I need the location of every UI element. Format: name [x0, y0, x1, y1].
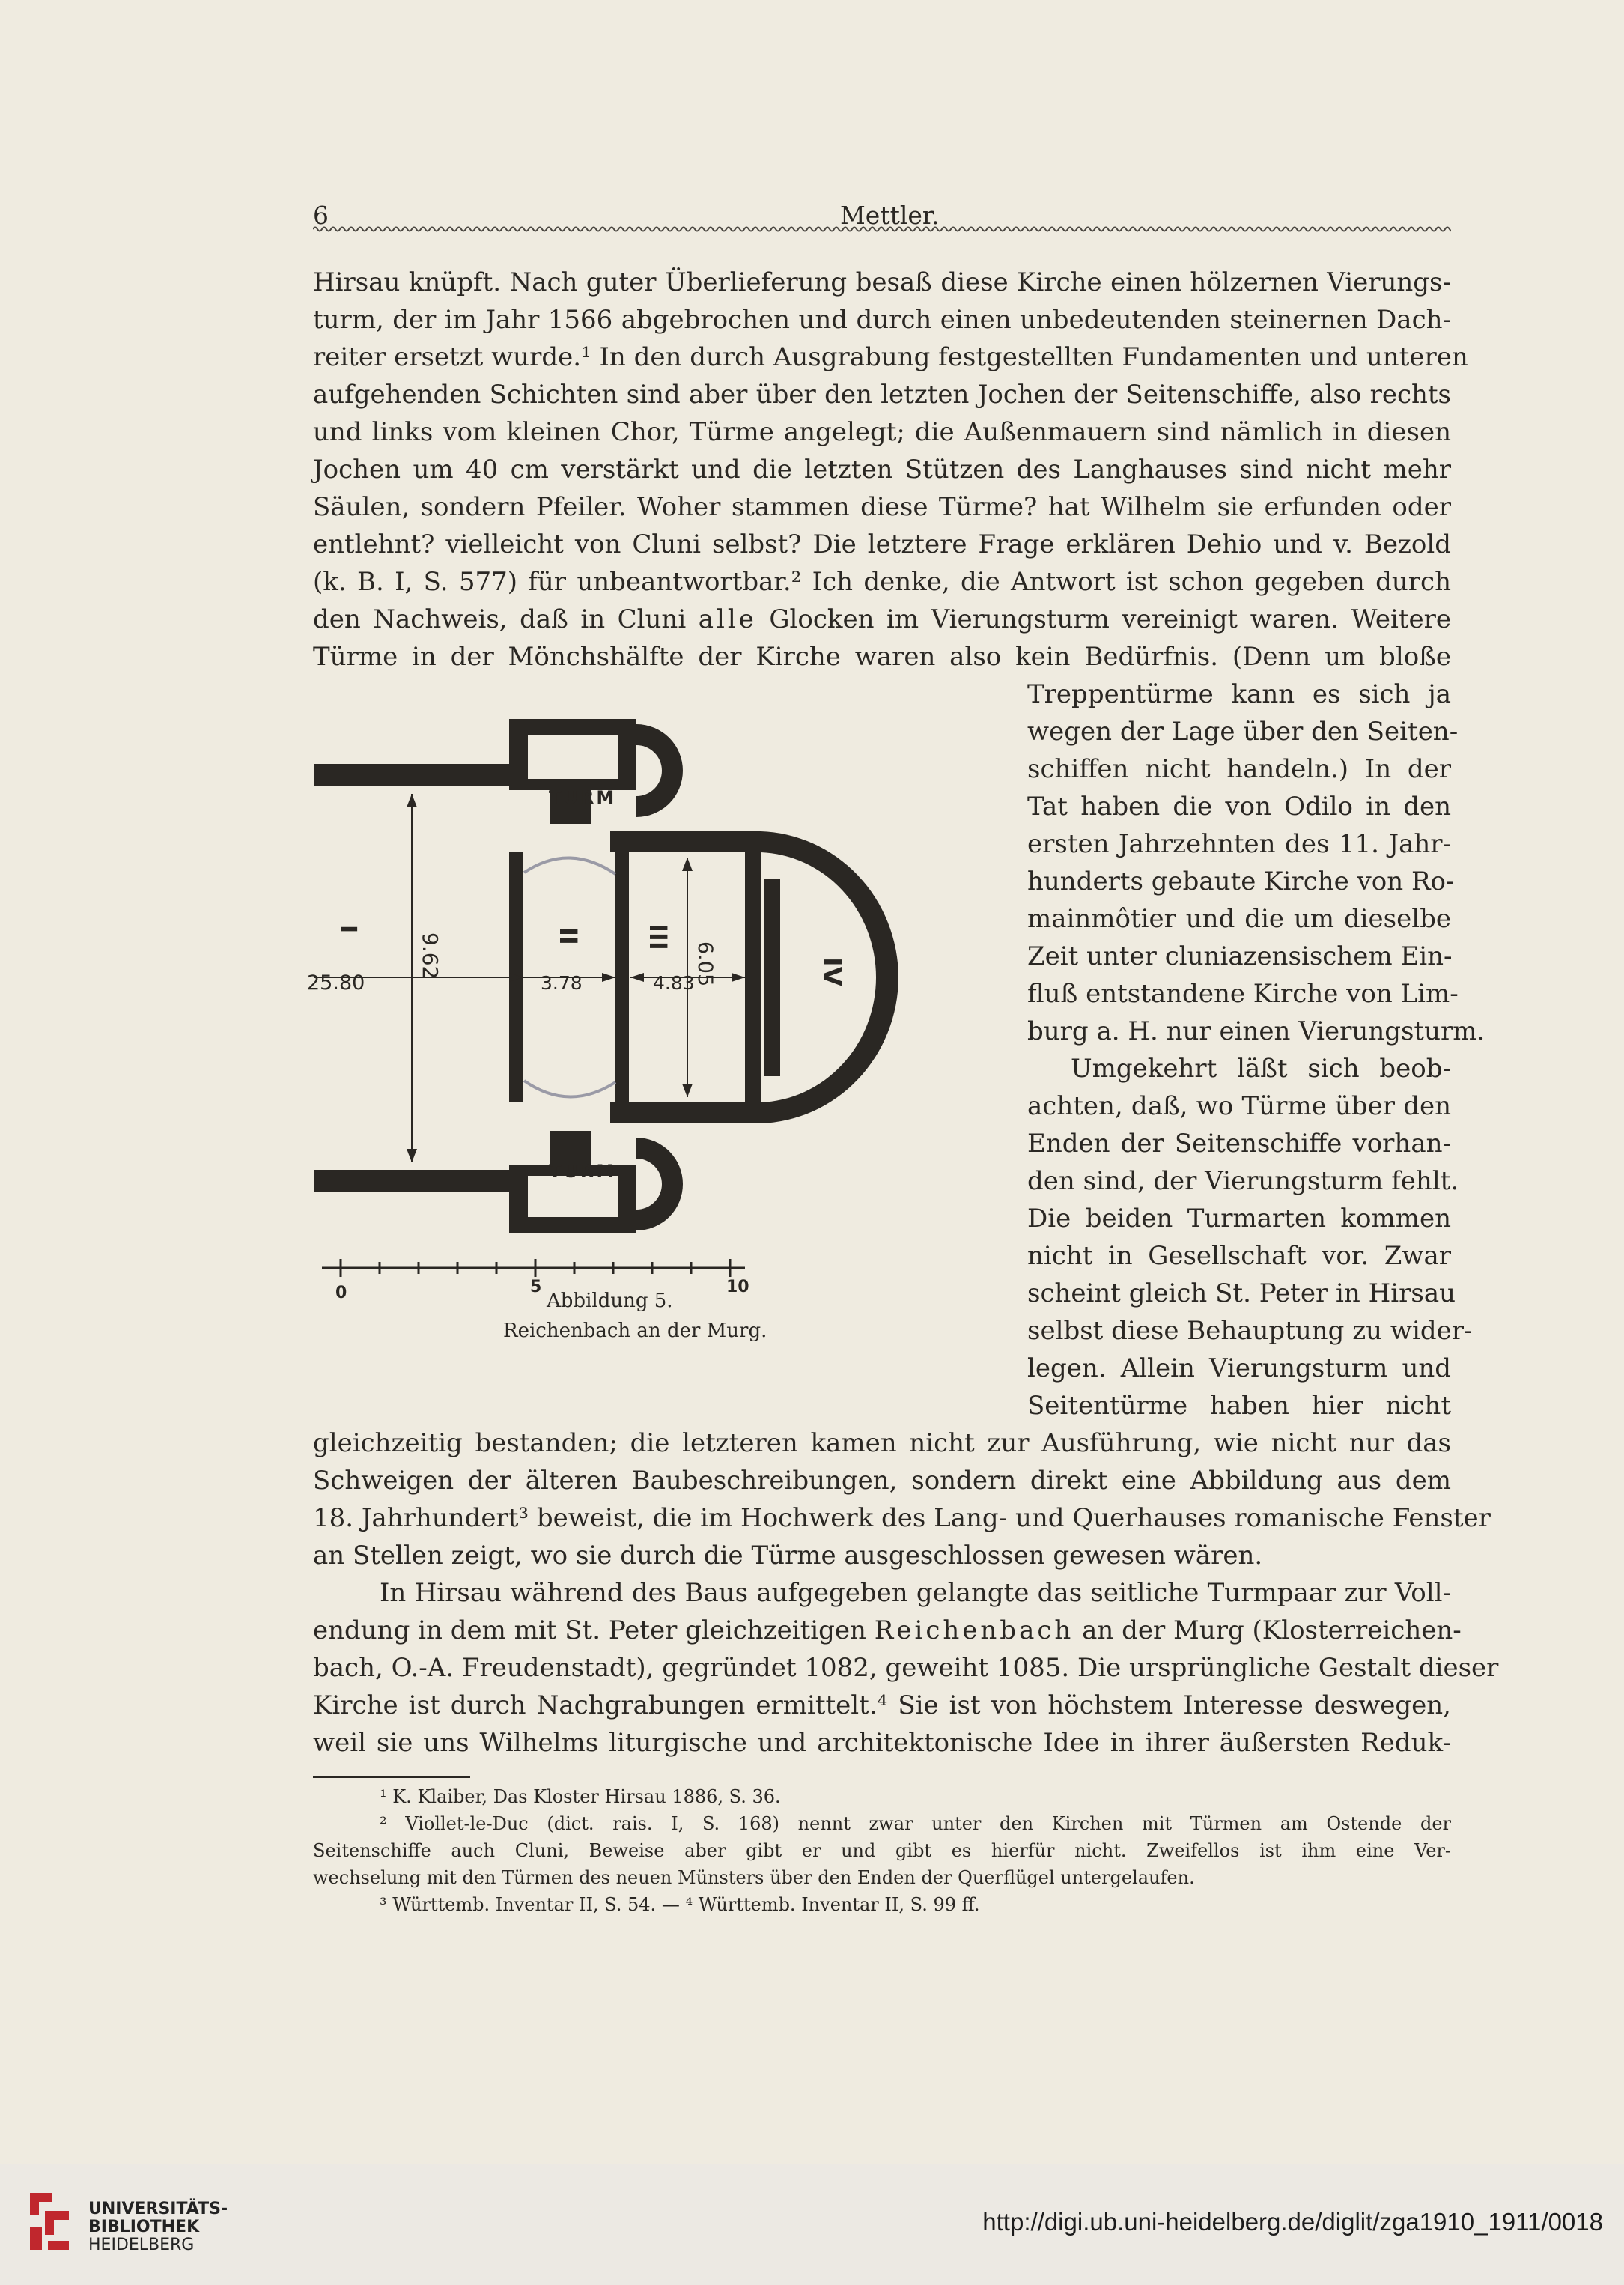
- text-line: Säulen, sondern Pfeiler. Woher stammen diese Türme? hat Wilhelm sie erfunden oder: [313, 492, 1451, 522]
- dim-height: 9.62: [418, 932, 443, 980]
- library-line-2: BIBLIOTHEK: [88, 2218, 200, 2236]
- text-line: aufgehenden Schichten sind aber über den letzten Jochen der Seitenschiffe, also rechts: [313, 380, 1451, 410]
- text-line: Treppentürme kann es sich ja: [1027, 679, 1451, 709]
- text-line: Tat haben die von Odilo in den: [1027, 792, 1451, 822]
- floor-plan-figure: [307, 708, 1018, 1307]
- figure-caption-subtitle: Reichenbach an der Murg.: [503, 1320, 767, 1342]
- library-line-1: UNIVERSITÄTS-: [88, 2200, 228, 2218]
- text-line: entlehnt? vielleicht von Cluni selbst? Die letztere Frage erklären Dehio und v. Bezold: [313, 529, 1451, 559]
- page-number: 6: [313, 201, 329, 230]
- text-line: Umgekehrt läßt sich beob-: [1071, 1054, 1451, 1084]
- text-line: In Hirsau während des Baus aufgegeben gelangte das seitliche Turmpaar zur Voll-: [380, 1578, 1451, 1608]
- dim-b: 4.83: [653, 972, 695, 994]
- footnote-rule: [313, 1776, 470, 1778]
- footnote: wechselung mit den Türmen des neuen Münsters über den Enden der Querflügel untergelaufen.: [313, 1867, 1195, 1888]
- text-line: legen. Allein Vierungsturm und: [1027, 1353, 1451, 1383]
- text-line: Enden der Seitenschiffe vorhan-: [1027, 1129, 1451, 1159]
- text-line: burg a. H. nur einen Vierungsturm.: [1027, 1016, 1485, 1046]
- text-line: wegen der Lage über den Seiten-: [1027, 717, 1459, 747]
- text-line: endung in dem mit St. Peter gleichzeitigen Reichenbach an der Murg (Klosterreichen-: [313, 1615, 1462, 1645]
- library-logo-icon: [22, 2185, 76, 2257]
- footnote: ³ Württemb. Inventar II, S. 54. — ⁴ Württemb. Inventar II, S. 99 ff.: [380, 1894, 980, 1915]
- digitization-footer: [0, 2164, 1624, 2285]
- text-line: turm, der im Jahr 1566 abgebrochen und durch einen unbedeutenden steinernen Dach-: [313, 305, 1451, 335]
- text-line: achten, daß, wo Türme über den: [1027, 1091, 1451, 1121]
- scale-ten: 10: [726, 1278, 749, 1296]
- dim-a: 3.78: [541, 972, 583, 994]
- scale-zero: 0: [335, 1284, 347, 1302]
- text-line: bach, O.-A. Freudenstadt), gegründet 1082, geweiht 1085. Die ursprüngliche Gestalt dieser: [313, 1653, 1499, 1683]
- turm-label-bottom: TURM: [549, 1161, 617, 1182]
- text-line: den sind, der Vierungsturm fehlt.: [1027, 1166, 1459, 1196]
- text-line: und links vom kleinen Chor, Türme angelegt; die Außenmauern sind nämlich in diesen: [313, 417, 1451, 447]
- scale-labels: [335, 1278, 749, 1302]
- emphasized-word: alle: [698, 604, 757, 634]
- text-line: Jochen um 40 cm verstärkt und die letzten Stützen des Langhauses sind nicht mehr: [313, 455, 1451, 485]
- dim-total: 25.80: [307, 971, 365, 995]
- scale-five: 5: [530, 1278, 542, 1296]
- footnote: ¹ K. Klaiber, Das Kloster Hirsau 1886, S. 36.: [380, 1786, 781, 1807]
- text-line: hunderts gebaute Kirche von Ro-: [1027, 867, 1455, 896]
- turm-label-top: TURM: [549, 787, 617, 808]
- text-line: fluß entstandene Kirche von Lim-: [1027, 979, 1459, 1009]
- text-line: den Nachweis, daß in Cluni alle Glocken im Vierungsturm vereinigt waren. Weitere: [313, 604, 1452, 634]
- footnote: Seitenschiffe auch Cluni, Beweise aber gibt er und gibt es hierfür nicht. Zweifellos ist ihm eine Ver-: [313, 1840, 1451, 1861]
- room-label-4: IV: [817, 957, 847, 986]
- footnote: ² Viollet-le-Duc (dict. rais. I, S. 168) nennt zwar unter den Kirchen mit Türmen am Ostende der: [380, 1813, 1451, 1834]
- room-label-2: II: [554, 927, 583, 945]
- text-line: Türme in der Mönchshälfte der Kirche waren also kein Bedürfnis. (Denn um bloße: [313, 642, 1451, 672]
- text-line: Die beiden Turmarten kommen: [1027, 1204, 1451, 1233]
- scale-bar: [322, 1259, 745, 1277]
- header-rule: [313, 225, 1451, 234]
- dim-c: 6.05: [693, 941, 717, 987]
- text-line: gleichzeitig bestanden; die letzteren kamen nicht zur Ausführung, wie nicht nur das: [313, 1428, 1451, 1458]
- text-line: reiter ersetzt wurde.¹ In den durch Ausgrabung festgestellten Fundamenten und unteren: [313, 342, 1468, 372]
- library-name: [88, 2200, 228, 2254]
- room-label-1: I: [335, 925, 361, 934]
- figure-caption-title: Abbildung 5.: [547, 1290, 673, 1312]
- text-line: mainmôtier und die um dieselbe: [1027, 904, 1451, 934]
- text-line: 18. Jahrhundert³ beweist, die im Hochwerk des Lang- und Querhauses romanische Fenster: [313, 1503, 1491, 1533]
- text-line: Schweigen der älteren Baubeschreibungen, sondern direkt eine Abbildung aus dem: [313, 1466, 1451, 1496]
- text-line: nicht in Gesellschaft vor. Zwar: [1027, 1241, 1451, 1271]
- running-title: Mettler.: [840, 201, 940, 230]
- text-line: Hirsau knüpft. Nach guter Überlieferung besaß diese Kirche einen hölzernen Vierungs-: [313, 267, 1451, 297]
- text-line: schiffen nicht handeln.) In der: [1027, 754, 1451, 784]
- library-line-3: HEIDELBERG: [88, 2236, 195, 2254]
- room-label-3: III: [644, 923, 672, 950]
- text-line: Zeit unter cluniazensischem Ein-: [1027, 941, 1453, 971]
- text-line: selbst diese Behauptung zu wider-: [1027, 1316, 1473, 1346]
- emphasized-word: Reichenbach: [874, 1615, 1074, 1645]
- text-line: ersten Jahrzehnten des 11. Jahr-: [1027, 829, 1451, 859]
- text-line: scheint gleich St. Peter in Hirsau: [1027, 1278, 1456, 1308]
- text-line: (k. B. I, S. 577) für unbeantwortbar.² Ich denke, die Antwort ist schon gegeben durch: [313, 567, 1451, 597]
- text-line: Kirche ist durch Nachgrabungen ermittelt.⁴ Sie ist von höchstem Interesse deswegen,: [313, 1690, 1451, 1720]
- text-line: Seitentürme haben hier nicht: [1027, 1391, 1451, 1421]
- text-line: weil sie uns Wilhelms liturgische und architektonische Idee in ihrer äußersten Reduk-: [313, 1728, 1451, 1758]
- text-line: an Stellen zeigt, wo sie durch die Türme ausgeschlossen gewesen wären.: [313, 1541, 1263, 1571]
- permalink-url[interactable]: http://digi.ub.uni-heidelberg.de/diglit/zga1910_1911/0018: [982, 2208, 1603, 2236]
